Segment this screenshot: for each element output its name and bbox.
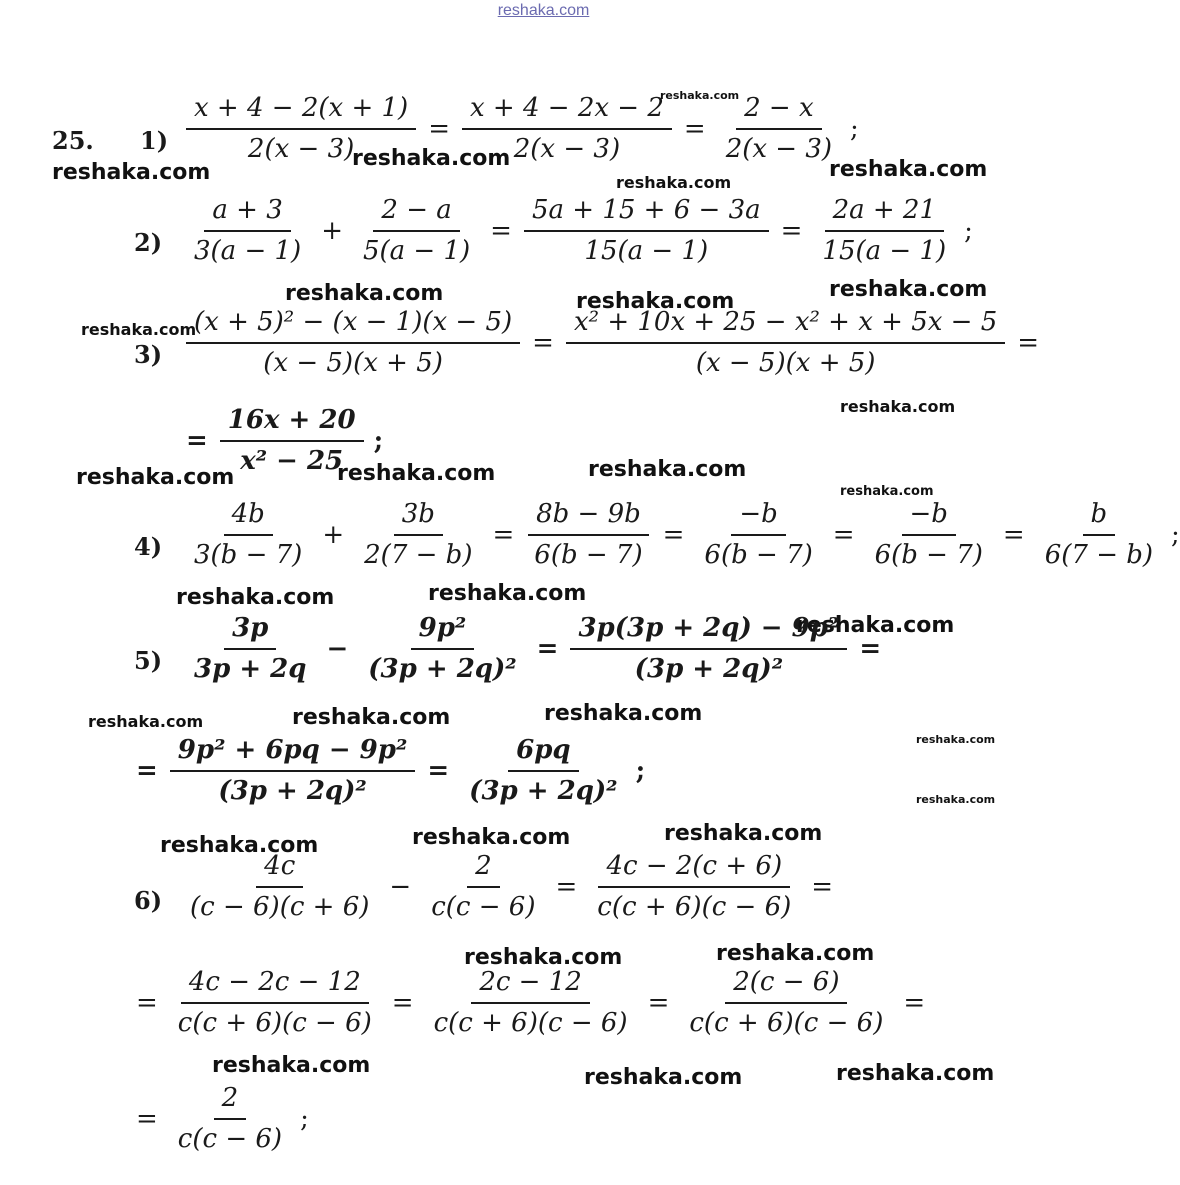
watermark: reshaka.com bbox=[796, 613, 955, 638]
watermark: reshaka.com bbox=[840, 484, 934, 499]
problem-1-line: $\frac{x + 4 - 2(x + 1)}{2(x - 3)}$ = $\frac{x + 4 - 2x - 2}{2(x - 3)}$ = $\frac{2 - x}{2(x - 3)}$ ; bbox=[180, 92, 859, 165]
site-header-link[interactable]: reshaka.com bbox=[497, 2, 590, 19]
watermark: reshaka.com bbox=[428, 581, 587, 606]
problem-6-line: $\frac{4c}{(c - 6)(c + 6)}$ − $\frac{2}{c(c - 6)}$ = $\frac{4c - 2(c + 6)}{c(c + 6)(c - 6)}$ = bbox=[176, 850, 839, 923]
problem-3-line: $\frac{\text{(x + 5)² − (x − 1)(x − 5)}}{(x - 5)(x + 5)}$ = $\frac{\text{x² + 10x + 25 − x² + x + 5x − 5}}{(x - 5)(x + 5)}$ = bbox=[180, 306, 1045, 379]
watermark: reshaka.com bbox=[76, 465, 235, 490]
watermark: reshaka.com bbox=[544, 701, 703, 726]
fraction: $\frac{2c - 12}{c(c + 6)(c - 6)}$ bbox=[433, 967, 628, 1038]
watermark: reshaka.com bbox=[716, 941, 875, 966]
fraction: $\frac{2}{c(c - 6)}$ bbox=[431, 851, 536, 922]
watermark: reshaka.com bbox=[576, 289, 735, 314]
watermark: reshaka.com bbox=[352, 146, 511, 171]
problem-5-result-line: = $\frac{\text{9p² + 6pq − 9p²}}{\text{(3p + 2q)²}}$ = $\frac{6pq}{\text{(3p + 2q)²}}$ ; bbox=[136, 735, 646, 806]
watermark: reshaka.com bbox=[292, 705, 451, 730]
problem-3-label: 3) bbox=[134, 340, 163, 369]
problem-6-label: 6) bbox=[134, 886, 163, 915]
fraction: $\frac{\text{x² + 10x + 25 − x² + x + 5x − 5}}{(x - 5)(x + 5)}$ bbox=[566, 306, 1005, 379]
fraction: $\frac{2 - x}{2(x - 3)}$ bbox=[725, 93, 833, 164]
watermark: reshaka.com bbox=[836, 1061, 995, 1086]
fraction: $\frac{3b}{2(7 - b)}$ bbox=[364, 499, 473, 570]
fraction: $\frac{5a + 15 + 6 - 3a}{15(a - 1)}$ bbox=[524, 194, 769, 267]
fraction: $\frac{\text{(x + 5)² − (x − 1)(x − 5)}}{(x - 5)(x + 5)}$ bbox=[186, 306, 520, 379]
fraction: $\frac{a + 3}{3(a - 1)}$ bbox=[194, 195, 302, 266]
problem-2-line: $\frac{a + 3}{3(a - 1)}$ + $\frac{2 - a}{5(a - 1)}$ = $\frac{5a + 15 + 6 - 3a}{15(a - 1)}$ = $\frac{2a + 21}{15(a - 1)}$ ; bbox=[180, 194, 973, 267]
fraction: $\frac{-b}{6(b - 7)}$ bbox=[704, 499, 813, 570]
watermark: reshaka.com bbox=[840, 397, 956, 416]
watermark: reshaka.com bbox=[829, 157, 988, 182]
problem-5-line: $\frac{3p}{3p + 2q}$ − $\frac{\text{9p²}}{\text{(3p + 2q)²}}$ = $\frac{\text{3p(3p + 2q) − 9p²}}{\text{(3p + 2q)²}}$ = bbox=[180, 612, 887, 685]
fraction: $\frac{-b}{6(b - 7)}$ bbox=[874, 499, 983, 570]
watermark: reshaka.com bbox=[176, 585, 335, 610]
fraction: $\frac{x + 4 - 2x - 2}{2(x - 3)}$ bbox=[462, 92, 672, 165]
watermark: reshaka.com bbox=[616, 173, 732, 192]
fraction: $\frac{2}{c(c - 6)}$ bbox=[177, 1083, 283, 1154]
fraction: $\frac{\text{3p(3p + 2q) − 9p²}}{\text{(3p + 2q)²}}$ bbox=[570, 612, 847, 685]
fraction: $\frac{\text{9p² + 6pq − 9p²}}{\text{(3p + 2q)²}}$ bbox=[170, 734, 416, 807]
problem-5-label: 5) bbox=[134, 646, 163, 675]
fraction: $\frac{4b}{3(b - 7)}$ bbox=[194, 499, 303, 570]
watermark: reshaka.com bbox=[916, 793, 996, 806]
fraction: $\frac{2a + 21}{15(a - 1)}$ bbox=[822, 195, 947, 266]
problem-3-result-line: = $\frac{16x + 20}{\text{x² − 25}}$ ; bbox=[186, 405, 384, 476]
task-number: 25. bbox=[52, 126, 94, 155]
watermark: reshaka.com bbox=[584, 1065, 743, 1090]
watermark: reshaka.com bbox=[464, 945, 623, 970]
watermark: reshaka.com bbox=[52, 160, 211, 185]
watermark: reshaka.com bbox=[337, 461, 496, 486]
watermark: reshaka.com bbox=[660, 89, 740, 102]
fraction: $\frac{\text{9p²}}{\text{(3p + 2q)²}}$ bbox=[368, 613, 517, 684]
problem-1-label: 1) bbox=[140, 126, 169, 155]
watermark: reshaka.com bbox=[916, 733, 996, 746]
watermark: reshaka.com bbox=[285, 281, 444, 306]
problem-6-continuation-line: = $\frac{4c - 2c - 12}{c(c + 6)(c - 6)}$ = $\frac{2c - 12}{c(c + 6)(c - 6)}$ = $\frac{2(c - 6)}{c(c + 6)(c - 6)}$ = bbox=[136, 967, 926, 1038]
watermark: reshaka.com bbox=[829, 277, 988, 302]
watermark: reshaka.com bbox=[88, 712, 204, 731]
fraction: $\frac{3p}{3p + 2q}$ bbox=[194, 613, 307, 684]
fraction: $\frac{2 - a}{5(a - 1)}$ bbox=[362, 195, 471, 266]
watermark: reshaka.com bbox=[212, 1053, 371, 1078]
fraction: $\frac{4c - 2(c + 6)}{c(c + 6)(c - 6)}$ bbox=[597, 851, 792, 922]
fraction: $\frac{2(c - 6)}{c(c + 6)(c - 6)}$ bbox=[689, 967, 884, 1038]
fraction: $\frac{4c}{(c - 6)(c + 6)}$ bbox=[190, 851, 370, 922]
fraction: $\frac{b}{6(7 - b)}$ bbox=[1044, 499, 1154, 570]
fraction: $\frac{8b - 9b}{6(b - 7)}$ bbox=[526, 498, 650, 571]
fraction: $\frac{16x + 20}{\text{x² − 25}}$ bbox=[220, 404, 364, 477]
watermark: reshaka.com bbox=[588, 457, 747, 482]
fraction: $\frac{4c - 2c - 12}{c(c + 6)(c - 6)}$ bbox=[177, 967, 372, 1038]
fraction: $\frac{x + 4 - 2(x + 1)}{2(x - 3)}$ bbox=[186, 92, 416, 165]
problem-2-label: 2) bbox=[134, 228, 163, 257]
watermark: reshaka.com bbox=[664, 821, 823, 846]
problem-4-line: $\frac{4b}{3(b - 7)}$ + $\frac{3b}{2(7 - b)}$ = $\frac{8b - 9b}{6(b - 7)}$ = $\frac{-b}{6(b - 7)}$ = $\frac{-b}{6(b - 7)}$ = $\frac{b}{6(7 - b)}$ ; bbox=[180, 498, 1180, 571]
problem-4-label: 4) bbox=[134, 532, 163, 561]
watermark: reshaka.com bbox=[160, 833, 319, 858]
problem-6-result-line: = $\frac{2}{c(c - 6)}$ ; bbox=[136, 1083, 309, 1154]
watermark: reshaka.com bbox=[81, 320, 197, 339]
watermark: reshaka.com bbox=[412, 825, 571, 850]
fraction: $\frac{6pq}{\text{(3p + 2q)²}}$ bbox=[469, 735, 618, 806]
